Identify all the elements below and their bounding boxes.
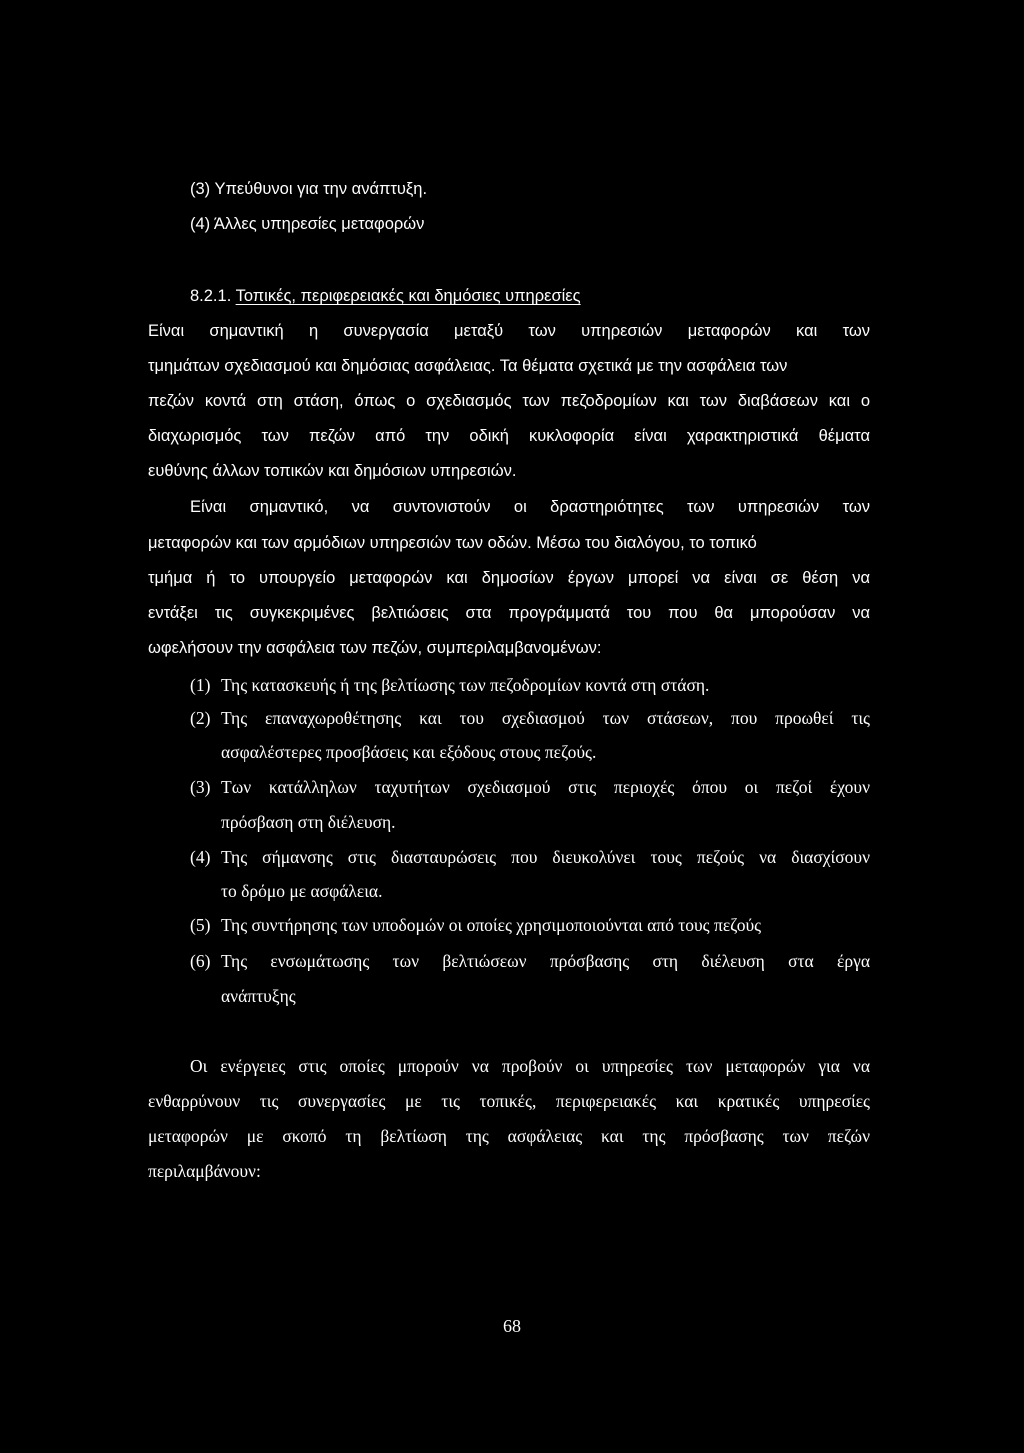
para2-line2b: Μέσω του διαλόγου, το τοπικό bbox=[536, 534, 757, 552]
para2-line2 bbox=[148, 532, 870, 554]
section-heading bbox=[190, 285, 581, 307]
section-number: 8.2.1. bbox=[190, 287, 232, 305]
item-2-num: (2) bbox=[190, 708, 211, 728]
para1-line3: πεζών κοντά στη στάση, όπως ο σχεδιασμός των πεζοδρομίων και των διαβάσεων και ο bbox=[148, 392, 870, 410]
page-number: 68 bbox=[503, 1316, 521, 1336]
list-item-3-top: (3) Υπεύθυνοι για την ανάπτυξη. bbox=[190, 180, 428, 198]
item-6-text-2: ανάπτυξης bbox=[221, 986, 296, 1006]
para1-line2 bbox=[148, 355, 870, 377]
para3-line4: περιλαμβάνουν: bbox=[148, 1161, 261, 1181]
item-4-text-1: Της σήμανσης στις διασταυρώσεις που διευκολύνει τους πεζούς να διασχίσουν bbox=[221, 847, 870, 867]
para1-line1: Είναι σημαντική η συνεργασία μεταξύ των υπηρεσιών μεταφορών και των bbox=[148, 322, 870, 340]
para1-line2b: Τα θέματα σχετικά με την ασφάλεια των bbox=[499, 357, 788, 375]
item-6-num: (6) bbox=[190, 951, 211, 971]
item-3-num: (3) bbox=[190, 777, 211, 797]
item-2-text-1: Της επαναχωροθέτησης και του σχεδιασμού των στάσεων, που προωθεί τις bbox=[221, 708, 870, 728]
item-5-text: Της συντήρησης των υποδομών οι οποίες χρησιμοποιούνται από τους πεζούς bbox=[221, 915, 762, 935]
para2-line3: τμήμα ή το υπουργείο μεταφορών και δημοσίων έργων μπορεί να είναι σε θέση να bbox=[148, 569, 870, 587]
para3-line1: Οι ενέργειες στις οποίες μπορούν να προβούν οι υπηρεσίες των μεταφορών για να bbox=[190, 1056, 870, 1076]
para2-line4: εντάξει τις συγκεκριμένες βελτιώσεις στα προγράμματά του που θα μπορούσαν να bbox=[148, 604, 870, 622]
list-item-4-top: (4) Άλλες υπηρεσίες μεταφορών bbox=[190, 215, 425, 233]
item-3-text-2: πρόσβαση στη διέλευση. bbox=[221, 812, 396, 832]
para2-line5: ωφελήσουν την ασφάλεια των πεζών, συμπεριλαμβανομένων: bbox=[148, 639, 602, 657]
section-title: Τοπικές, περιφερειακές και δημόσιες υπηρεσίες bbox=[235, 287, 581, 305]
para3-line2: ενθαρρύνουν τις συνεργασίες με τις τοπικές, περιφερειακές και κρατικές υπηρεσίες bbox=[148, 1091, 870, 1111]
item-4-text-2: το δρόμο με ασφάλεια. bbox=[221, 881, 383, 901]
item-2-text-2: ασφαλέστερες προσβάσεις και εξόδους στους πεζούς. bbox=[221, 742, 597, 762]
para3-line3: μεταφορών με σκοπό τη βελτίωση της ασφάλειας και της πρόσβασης των πεζών bbox=[148, 1126, 870, 1146]
item-1-num: (1) bbox=[190, 675, 211, 695]
item-3-text-1: Των κατάλληλων ταχυτήτων σχεδιασμού στις περιοχές όπου οι πεζοί έχουν bbox=[221, 777, 870, 797]
para1-line5: ευθύνης άλλων τοπικών και δημόσιων υπηρεσιών. bbox=[148, 462, 517, 480]
para2-line1: Είναι σημαντικό, να συντονιστούν οι δραστηριότητες των υπηρεσιών των bbox=[190, 498, 870, 516]
para2-line2a: μεταφορών και των αρμόδιων υπηρεσιών των οδών. bbox=[148, 534, 532, 552]
para1-line2a: τμημάτων σχεδιασμού και δημόσιας ασφάλειας. bbox=[148, 357, 496, 375]
item-5-num: (5) bbox=[190, 915, 211, 935]
item-4-num: (4) bbox=[190, 847, 211, 867]
item-1-text: Της κατασκευής ή της βελτίωσης των πεζοδρομίων κοντά στη στάση. bbox=[221, 675, 710, 695]
item-6-text-1: Της ενσωμάτωσης των βελτιώσεων πρόσβασης στη διέλευση στα έργα bbox=[221, 951, 870, 971]
para1-line4: διαχωρισμός των πεζών από την οδική κυκλοφορία είναι χαρακτηριστικά θέματα bbox=[148, 427, 870, 445]
